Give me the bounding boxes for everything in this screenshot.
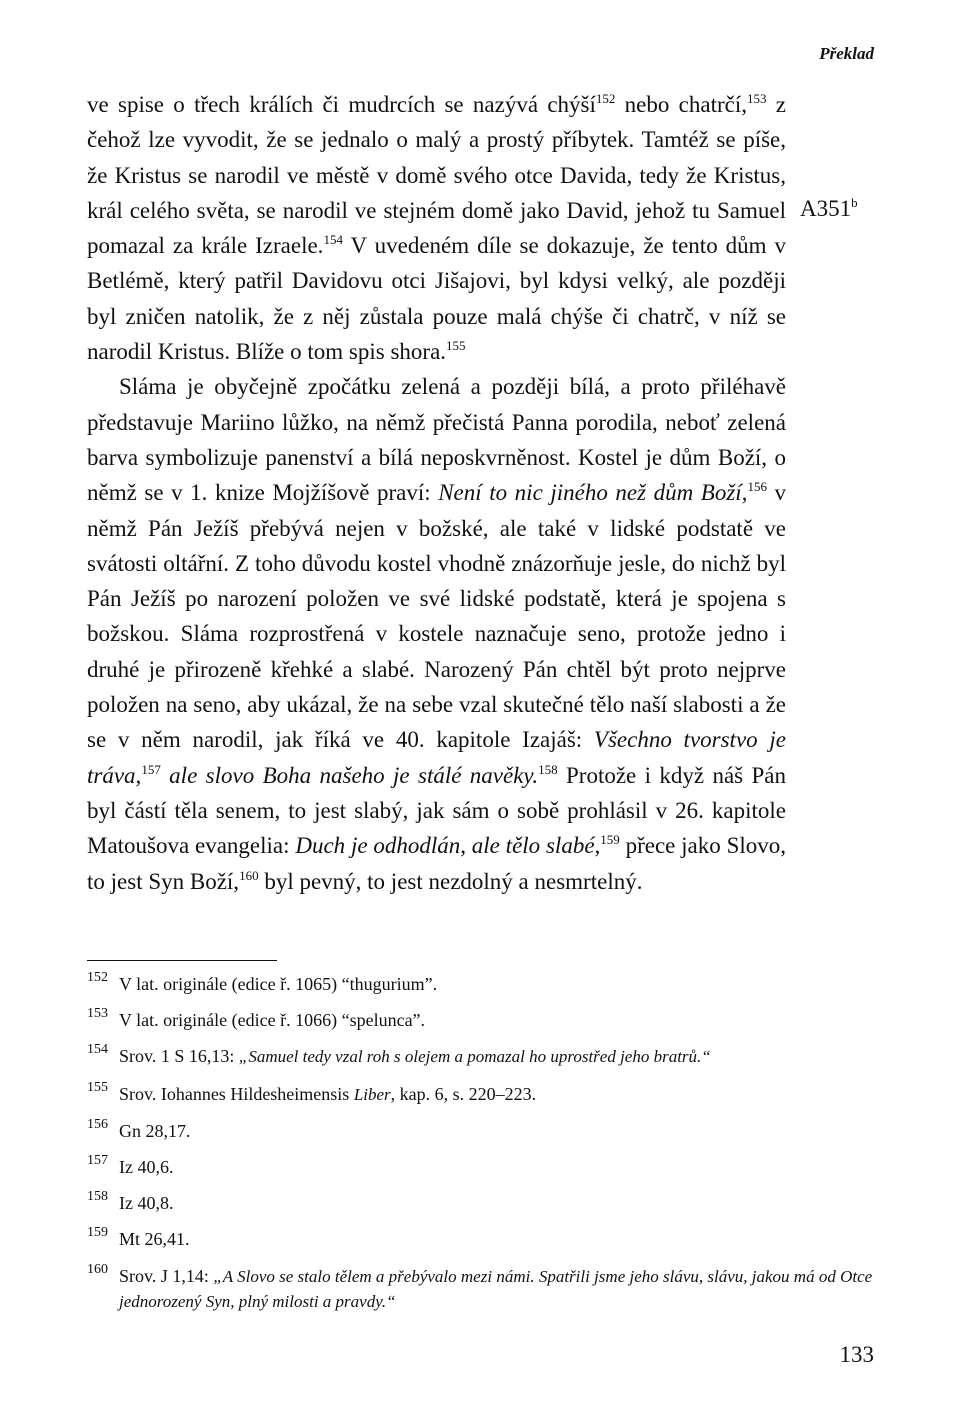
footnote-number: 159 [87, 1225, 108, 1241]
text-run: v němž Pán Ježíš přebývá nejen v božské, ale také v lidské podstatě ve svátosti oltářní. Z toho důvodu kostel vhodně znázorňuje jesle, do nichž byl Pán Ježíš po narození položen ve své lidské podstatě, která je spojena s božskou. Sláma rozprostřená v kostele naznačuje seno, protože jedno i druhé je přirozeně křehké a slabé. Narozený Pán chtěl být proto nejprve položen na seno, aby ukázal, že na sebe vzal skutečné tělo naší slabosti a že se v něm narodil, jak říká ve 40. kapitole Izajáš: [87, 480, 787, 753]
text-run: V uvedeném díle se dokazuje, že tento dům v Betlémě, který patřil Davidovu otci Jišajovi, byl kdysi velký, ale později byl zničen natolik, že z něj zůstala pouze malá chýše či chatrč, v níž se narodil Kristus. Blíže o tom spis shora. [87, 233, 786, 365]
footnote-text [119, 1227, 877, 1251]
footnote-text [119, 1044, 877, 1069]
footnote [87, 1008, 877, 1032]
footnote-number: 153 [87, 1006, 108, 1022]
footnote-ref: 152 [595, 91, 616, 106]
footnote-number: 156 [87, 1116, 108, 1132]
footnote-text [119, 1119, 877, 1143]
page-number: 133 [839, 1342, 874, 1367]
text-run: ve spise o třech králích či mudrcích se nazývá chýší [87, 92, 596, 117]
footnotes [87, 972, 877, 1326]
footnote-ref: 160 [239, 867, 259, 883]
footnote [87, 1152, 877, 1179]
footnote-text [119, 1264, 877, 1314]
italic-run: Duch je odhodlán, ale tělo slabé, [295, 833, 601, 859]
text-run: Gn 28,17. [119, 1120, 191, 1141]
footnote-text [119, 1155, 877, 1179]
running-head: Překlad [819, 44, 874, 63]
footnote-ref: 153 [746, 91, 767, 106]
footnote-number: 160 [87, 1261, 108, 1277]
footnote-number: 157 [87, 1152, 108, 1168]
footnote-ref: 159 [600, 832, 620, 848]
footnote-ref: 155 [446, 338, 466, 354]
text-run: Iz 40,8. [119, 1193, 174, 1214]
text-run: V lat. originále (edice ř. 1066) “spelunca”. [119, 1010, 426, 1031]
footnote [87, 1044, 877, 1069]
footnote-text [119, 972, 877, 996]
text-run: , kap. 6, s. 220–223. [390, 1083, 537, 1104]
italic-run: Všechno tvorstvo je tráva, [87, 727, 786, 788]
text-run: Iz 40,6. [119, 1156, 174, 1177]
footnote-ref: 158 [538, 761, 558, 777]
paragraph [87, 87, 786, 369]
footnote-ref: 154 [323, 232, 343, 248]
paragraph [87, 369, 786, 898]
margin-note [800, 196, 858, 222]
footnote [87, 972, 877, 996]
text-run: z čehož lze vyvodit, že se jednalo o malý a prostý příbytek. Tamtéž se píše, že Kristus se narodil ve městě v domě svého otce Davida, tedy že Kristus, král celého světa, se narodil ve stejném domě jako David, jehož tu Samuel pomazal za krále Izraele. [87, 92, 786, 259]
footnote [87, 1116, 877, 1143]
footnote-ref: 156 [747, 479, 767, 495]
margin-note-text: A351 [800, 196, 852, 221]
footnote [87, 1191, 877, 1215]
italic-run: „A Slovo se stalo tělem a přebývalo mezi námi. Spatřili jsme jeho slávu, slávu, jakou má od Otce jednorozený Syn, plný milosti a pravdy.“ [119, 1266, 873, 1311]
italic-run: ale slovo Boha našeho je stálé navěky. [160, 762, 539, 788]
text-run: Srov. Iohannes Hildesheimensis [119, 1083, 354, 1104]
text-run: byl pevný, to jest nezdolný a nesmrtelný. [258, 868, 643, 894]
footnote-text [119, 1008, 877, 1032]
text-run: nebo chatrčí, [615, 92, 747, 117]
footnote-number: 158 [87, 1189, 108, 1205]
text-run: Mt 26,41. [119, 1229, 190, 1250]
italic-run: Není to nic jiného než dům Boží, [438, 480, 748, 506]
footnote-number: 154 [87, 1042, 108, 1058]
footnote-text [119, 1191, 877, 1215]
footnote-number: 152 [87, 970, 108, 985]
footnote [87, 1227, 877, 1251]
main-text [87, 87, 786, 899]
footnote [87, 1261, 877, 1314]
text-run: přece jako Slovo, to jest Syn Boží, [87, 833, 786, 894]
text-run: Protože i když náš Pán byl částí těla senem, to jest slabý, jak sám o sobě prohlásil v 26. kapitole Matoušova evangelia: [87, 762, 786, 859]
footnote-number: 155 [87, 1079, 108, 1095]
italic-run: Liber [353, 1084, 391, 1104]
text-run: Sláma je obyčejně zpočátku zelená a později bílá, a proto přiléhavě představuje Mariino lůžko, na němž přečistá Panna porodila, neboť zelená barva symbolizuje panenství a bílá neposkvrněnost. Kostel je dům Boží, o němž se v 1. knize Mojžíšově praví: [87, 374, 786, 506]
footnote [87, 1079, 877, 1107]
footnote-text [119, 1082, 877, 1107]
text-run: V lat. originále (edice ř. 1065) “thugurium”. [119, 974, 438, 994]
text-run: Srov. 1 S 16,13: [119, 1046, 239, 1067]
text-run: Srov. J 1,14: [119, 1265, 214, 1286]
footnote-rule [87, 960, 277, 961]
italic-run: „Samuel tedy vzal roh s olejem a pomazal ho uprostřed jeho bratrů.“ [238, 1047, 711, 1067]
footnote-ref: 157 [141, 761, 161, 777]
margin-note-sup: b [851, 195, 858, 210]
